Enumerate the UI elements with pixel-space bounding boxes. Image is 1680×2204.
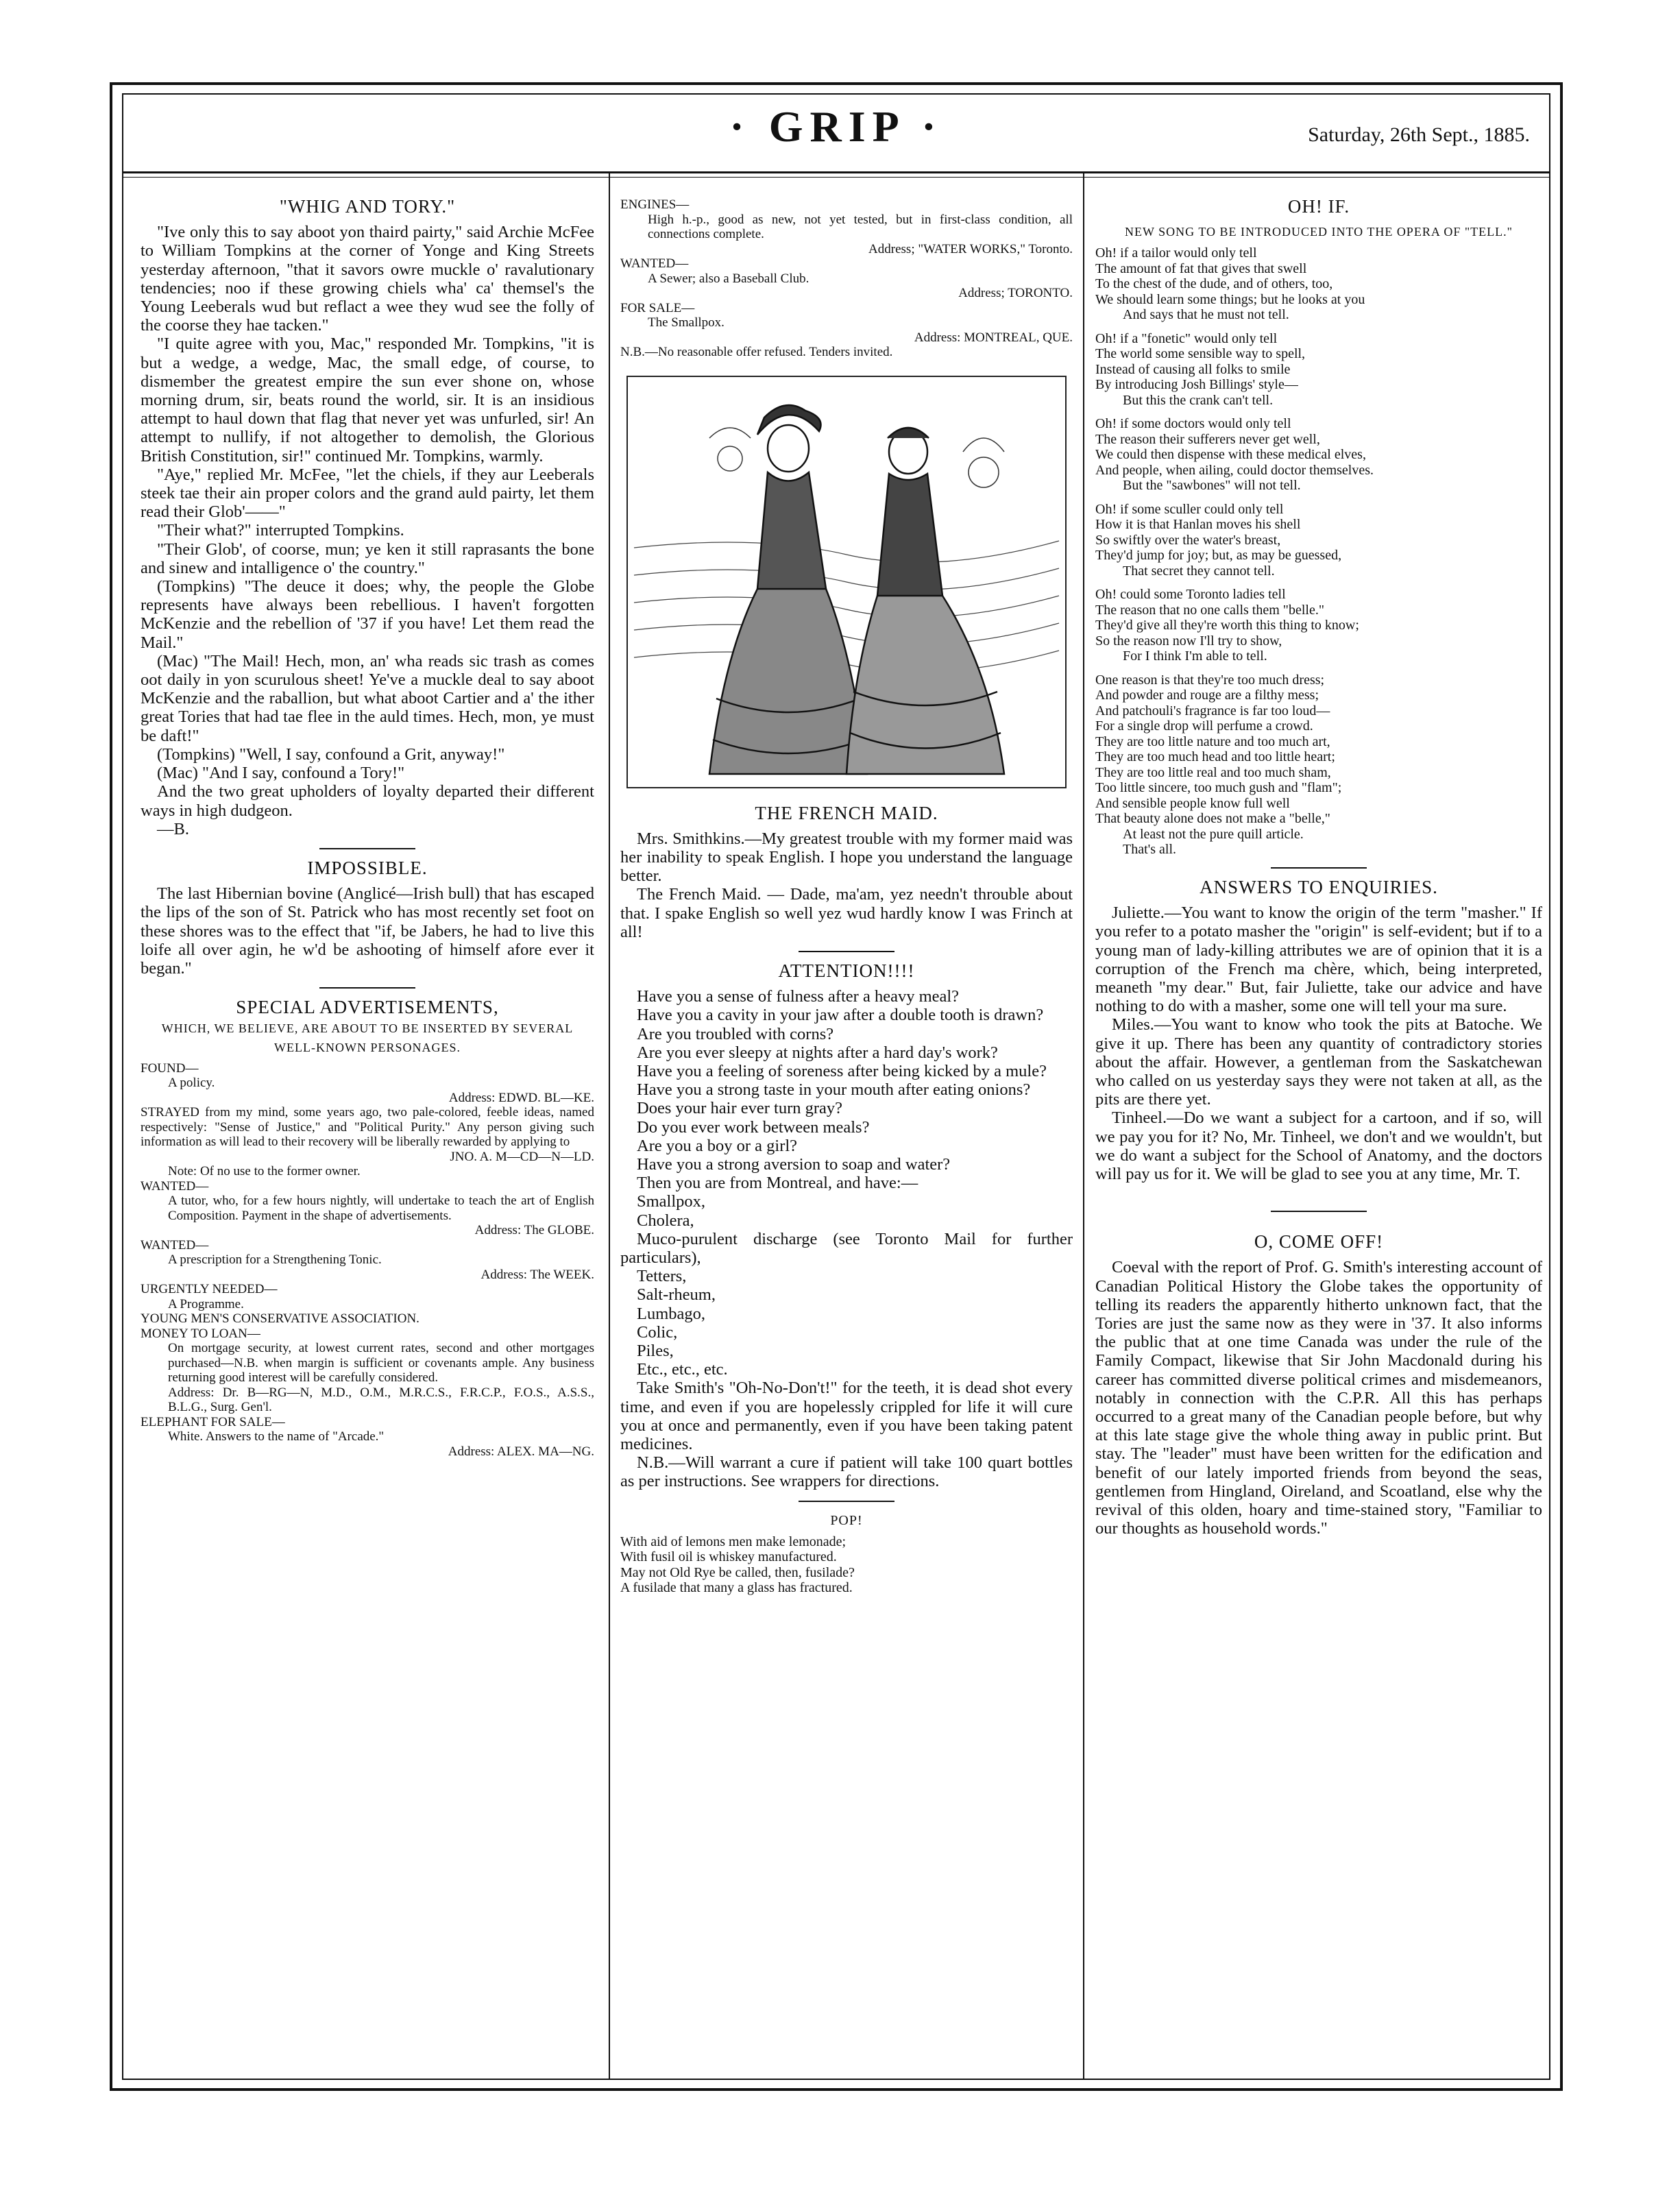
poem-line: That beauty alone does not make a "belle," [1095, 811, 1330, 827]
poem-line: To the chest of the dude, and of others, too, [1095, 276, 1333, 292]
question-line: Do you ever work between meals? [637, 1117, 870, 1137]
poem-stanza [1095, 673, 1542, 858]
list-item: Muco-purulent discharge (see Toronto Mail for further particulars), [620, 1229, 1073, 1267]
question-line: Have you a strong aversion to soap and water? [637, 1154, 951, 1174]
poem-title: POP! [830, 1512, 863, 1528]
poem-line: At least not the pure quill article. [1123, 826, 1304, 842]
poem-line: May not Old Rye be called, then, fusilade? [620, 1564, 855, 1580]
ailment-list [620, 1192, 1073, 1379]
article-paragraph: And the two great upholders of loyalty departed their different ways in high dudgeon. [141, 782, 594, 820]
article-title: ATTENTION!!!! [778, 960, 915, 981]
poem-line: With aid of lemons men make lemonade; [620, 1534, 847, 1549]
poem-line: And patchouli's fragrance is far too loud— [1095, 703, 1330, 718]
poem-stanza [1095, 416, 1542, 494]
article-title: THE FRENCH MAID. [755, 802, 938, 823]
poem-line: But the "sawbones" will not tell. [1123, 478, 1301, 494]
poem-line: A fusilade that many a glass has fractured. [620, 1580, 853, 1596]
column-right [1095, 197, 1542, 1538]
ad-body: A Programme. [168, 1296, 244, 1311]
section-rule [799, 1501, 894, 1502]
section-rule [1271, 1211, 1367, 1212]
list-item: Etc., etc., etc. [637, 1360, 728, 1379]
ad-address: JNO. A. M—CD—N—LD. [450, 1149, 594, 1164]
article-paragraph: (Mac) "And I say, confound a Tory!" [157, 764, 405, 783]
article-title: IMPOSSIBLE. [307, 857, 428, 878]
poem-line: One reason is that they're too much dress; [1095, 672, 1325, 688]
masthead-rule-thin [122, 177, 1550, 178]
poem-stanza [1095, 587, 1542, 664]
poem-line: And sensible people know full well [1095, 795, 1290, 811]
poem-line: By introducing Josh Billings' style— [1095, 377, 1298, 393]
poem-line: So the reason now I'll try to show, [1095, 633, 1282, 649]
question-line: Have you a strong taste in your mouth after eating onions? [637, 1080, 1031, 1100]
masthead-title: · GRIP · [729, 102, 943, 151]
poem-line: Instead of causing all folks to smile [1095, 361, 1291, 377]
ad-heading: WANTED— [620, 256, 689, 271]
article-signature: —B. [157, 819, 189, 838]
ad-note: Note: Of no use to the former owner. [168, 1164, 361, 1179]
poem-line: Oh! if a "fonetic" would only tell [1095, 330, 1278, 346]
poem-line: Oh! if some sculler could only tell [1095, 501, 1284, 517]
article-paragraph: "Ive only this to say aboot yon thaird pairty," said Archie McFee to William Tompkins at the corner of Yonge and King Streets yesterday afternoon, "that it savors owre muckle o' ravalutionary tendencies; noo if these growing chiels wha' ca' themsel's the Young Leeberals wud but reflact a wee they wud see the folly of the coorse they hae tacken." [141, 223, 594, 335]
ads-block [620, 197, 1073, 360]
ad-address: Address: MONTREAL, QUE. [914, 330, 1073, 345]
poem-line: Too little sincere, too much gush and "flam"; [1095, 780, 1342, 796]
poem-line: The amount of fat that gives that swell [1095, 261, 1307, 276]
ad-address: Address: The GLOBE. [474, 1223, 594, 1238]
poem-line: We could then dispense with these medical elves, [1095, 447, 1366, 463]
ad-heading: URGENTLY NEEDED— [141, 1282, 278, 1297]
article-paragraph: Coeval with the report of Prof. G. Smith's interesting account of Canadian Political History the Globe takes the opportunity of telling its readers the apparently hitherto unknown fact, that the Tories are just the same now as they were in '37. It also informs the public that at one time Canada was under the rule of the Family Compact, likewise that Sir John Macdonald during his career has committed diverse political crimes and misdemeanors, notably in connection with the C.P.R. All this has perhaps occurred to a great many of the Canadian people before, but why at this late stage give the whole thing away in public print. But stay. The "leader" must have been written for the edification and benefit of our lately imported friends from beyond the seas, gentlemen from Hingland, Oireland, and Scoatland, else why the revival of this olden, hoary and time-stained story, "Familiar to our thoughts as household words." [1095, 1258, 1542, 1538]
ad-body: High h.-p., good as new, not yet tested, but in first-class condition, all connections complete. [648, 212, 1073, 241]
poem-line: The reason their sufferers never get well, [1095, 431, 1320, 447]
article-paragraph: (Tompkins) "The deuce it does; why, the people the Globe represents have always been rebellious. I haven't forgotten McKenzie and the rebellion of '37 if you have! Let them read the Mail." [141, 577, 594, 652]
ad-body: A policy. [168, 1076, 215, 1091]
ad-heading: MONEY TO LOAN— [141, 1326, 260, 1341]
poem-line: They'd jump for joy; but, as may be guessed, [1095, 548, 1342, 564]
poem-line: Oh! if some doctors would only tell [1095, 416, 1291, 432]
poem-line: The reason that no one calls them "belle." [1095, 602, 1324, 618]
question-line: Are you troubled with corns? [637, 1024, 834, 1043]
french-maid-illustration [620, 370, 1073, 795]
poem-line: But this the crank can't tell. [1123, 392, 1274, 408]
article-paragraph: Miles.—You want to know who took the pits at Batoche. We give it up. There has been any quantity of contradictory stories about the affair. However, a gentleman from the Saskatchewan who called on us yesterday says they were not taken at all, as the pits are there yet. [1095, 1015, 1542, 1109]
article-paragraph: Juliette.—You want to know the origin of the term "masher." If you refer to a potato masher the "origin" is self-evident; but if to a young man of lady-killing attributes we are of opinion that it is a corruption of the French ma chère, which, being interpreted, meaneth "my dear." But, fair Juliette, take our advice and have nothing to do with a masher, some one will tell your ma sure. [1095, 904, 1542, 1016]
article-title: O, COME OFF! [1254, 1231, 1384, 1252]
pop-poem [620, 1534, 1073, 1596]
list-item: Salt-rheum, [637, 1285, 716, 1305]
ad-address: Address: EDWD. BL—KE. [448, 1090, 594, 1105]
ad-heading: FOR SALE— [620, 300, 695, 315]
poem-line: They are too little real and too much sham, [1095, 764, 1331, 780]
section-rule [319, 848, 415, 849]
poem-line: For a single drop will perfume a crowd. [1095, 718, 1313, 734]
ad-note: N.B.—No reasonable offer refused. Tenders invited. [620, 345, 893, 359]
ad-body: STRAYED from my mind, some years ago, two pale-colored, feeble ideas, named respectively: "Sense of Justice," and "Political Purity." Any person giving such information as will lead to their recovery will be liberally rewarded by applying to [141, 1105, 594, 1150]
article-subtitle: NEW SONG TO BE INTRODUCED INTO THE OPERA OF "TELL." [1124, 225, 1513, 239]
list-item: Cholera, [637, 1211, 694, 1230]
poem-line: We should learn some things; but he looks at you [1095, 291, 1365, 307]
question-line: Have you a cavity in your jaw after a double tooth is drawn? [637, 1006, 1044, 1025]
article-paragraph: Tinheel.—Do we want a subject for a cartoon, and if so, will we pay you for it? No, Mr. Tinheel, we don't and we wouldn't, but we do want a subject for the School of Anatomy, and the doctors will pay us for it. We will be glad to see you at any time, Mr. T. [1095, 1109, 1542, 1183]
list-item: Tetters, [637, 1267, 687, 1286]
ad-address: Address: The WEEK. [480, 1267, 594, 1282]
poem-stanza [1095, 331, 1542, 409]
article-paragraph: (Tompkins) "Well, I say, confound a Grit, anyway!" [157, 744, 505, 764]
ad-body: White. Answers to the name of "Arcade." [168, 1429, 385, 1444]
question-line: Are you a boy or a girl? [637, 1136, 798, 1155]
ad-address: Address: Dr. B—RG—N, M.D., O.M., M.R.C.S., F.R.C.P., F.O.S., A.S.S., B.L.G., Surg. Gen'l. [168, 1385, 594, 1415]
article-title: SPECIAL ADVERTISEMENTS, [236, 997, 499, 1018]
section-rule [799, 951, 894, 952]
ad-heading: WANTED— [141, 1178, 209, 1194]
article-paragraph: "Aye," replied Mr. McFee, "let the chiels, if they aur Leeberals steek tae their ain proper colors and the grand auld pairty, let them read their Glob'——" [141, 465, 594, 522]
article-title: OH! IF. [1287, 196, 1350, 217]
poem-line: How it is that Hanlan moves his shell [1095, 517, 1301, 533]
column-divider [1083, 173, 1084, 2079]
ad-body: A Sewer; also a Baseball Club. [648, 271, 809, 286]
ad-heading: ENGINES— [620, 197, 690, 212]
article-paragraph: (Mac) "The Mail! Hech, mon, an' wha reads sic trash as comes oot daily in yon scurulous sheet! Ye've a muckle deal to say aboot McKenzie and the raballion, but what aboot Cartier and a' the ither great Tories that had tae flee in the auld times. Hech, mon, ye must be daft!" [141, 651, 594, 745]
oh-if-poem [1095, 245, 1542, 858]
list-item: Lumbago, [637, 1304, 706, 1323]
ad-address: YOUNG MEN'S CONSERVATIVE ASSOCIATION. [141, 1311, 419, 1327]
article-paragraph: "Their Glob', of coorse, mun; ye ken it still raprasants the bone and sinew and intalligence o' the country." [141, 540, 594, 577]
article-title: ANSWERS TO ENQUIRIES. [1200, 876, 1438, 897]
article-subtitle: WHICH, WE BELIEVE, ARE ABOUT TO BE INSERTED BY SEVERAL WELL-KNOWN PERSONAGES. [161, 1021, 574, 1054]
ad-body: A tutor, who, for a few hours nightly, will undertake to teach the art of English Composition. Payment in the shape of advertisements. [168, 1194, 594, 1223]
ad-address: Address; "WATER WORKS," Toronto. [868, 241, 1073, 256]
question-line: Does your hair ever turn gray? [637, 1099, 843, 1118]
article-paragraph: The French Maid. — Dade, ma'am, yez needn't throuble about that. I spake English so well yez wud hardly know I was Frinch at all! [620, 885, 1073, 941]
poem-line: Oh! if a tailor would only tell [1095, 245, 1257, 261]
list-item: Smallpox, [637, 1192, 706, 1211]
poem-stanza [1095, 502, 1542, 579]
ad-address: Address; TORONTO. [958, 286, 1073, 300]
column-divider [609, 173, 610, 2079]
article-paragraph: N.B.—Will warrant a cure if patient will take 100 quart bottles as per instructions. See wrappers for directions. [620, 1453, 1073, 1491]
poem-line: And says that he must not tell. [1123, 307, 1289, 323]
poem-line: Oh! could some Toronto ladies tell [1095, 587, 1286, 603]
ad-body: A prescription for a Strengthening Tonic. [168, 1252, 382, 1268]
list-item: Colic, [637, 1322, 678, 1342]
poem-line: That secret they cannot tell. [1123, 563, 1275, 579]
issue-date: Saturday, 26th Sept., 1885. [1308, 123, 1530, 146]
attention-questions [620, 987, 1073, 1192]
ad-heading: WANTED— [141, 1237, 209, 1252]
article-paragraph: "I quite agree with you, Mac," responded Mr. Tompkins, "it is but a wedge, a wedge, Mac, the small edge, of course, to dismember the greatest empire the sun ever shone on, whose morning drum, sir, beats round the world, sir. It is an insidious attempt to haul down that flag that never yet was unfurled, sir! An attempt to nullify, if not altogether to demolish, the Glorious British Constitution, sir!" continued Mr. Tompkins, warmly. [141, 335, 594, 465]
article-paragraph: The last Hibernian bovine (Anglicé—Irish bull) that has escaped the lips of the son of St. Patrick who has most recently set foot on these shores was to the effect that "if, be Jabers, he had to live this loife all over agin, he w'd be ashooting of himself afore ever it began." [141, 884, 594, 978]
section-rule [1271, 867, 1367, 869]
poem-line: With fusil oil is whiskey manufactured. [620, 1549, 837, 1565]
masthead [122, 96, 1550, 171]
poem-line: They are too much head and too little heart; [1095, 749, 1335, 765]
section-rule [319, 987, 415, 989]
article-title: "WHIG AND TORY." [279, 196, 456, 217]
poem-line: They are too little nature and too much art, [1095, 734, 1330, 749]
ads-block [141, 1061, 594, 1460]
masthead-rule [122, 171, 1550, 173]
poem-line: So swiftly over the water's breast, [1095, 532, 1281, 548]
ad-address: Address: ALEX. MA—NG. [448, 1444, 594, 1459]
list-item: Piles, [637, 1341, 674, 1360]
question-line: Then you are from Montreal, and have:— [637, 1174, 918, 1193]
poem-line: That's all. [1123, 842, 1177, 858]
ad-heading: FOUND— [141, 1061, 199, 1076]
column-left [141, 197, 594, 1459]
question-line: Have you a sense of fulness after a heavy meal? [637, 987, 960, 1006]
poem-stanza [1095, 245, 1542, 323]
poem-line: For I think I'm able to tell. [1123, 649, 1267, 664]
question-line: Have you a feeling of soreness after being kicked by a mule? [637, 1061, 1047, 1080]
poem-line: And people, when ailing, could doctor themselves. [1095, 462, 1374, 478]
ad-body: On mortgage security, at lowest current rates, second and other mortgages purchased—N.B. when margin is sufficient or covenants ample. Any business returning good interest will be carefully considered. [168, 1341, 594, 1385]
question-line: Are you ever sleepy at nights after a hard day's work? [637, 1043, 998, 1062]
poem-line: The world some sensible way to spell, [1095, 346, 1306, 362]
ad-heading: ELEPHANT FOR SALE— [141, 1414, 285, 1429]
ad-body: The Smallpox. [648, 315, 725, 330]
poem-line: They'd give all they're worth this thing to know; [1095, 618, 1359, 633]
column-middle [620, 197, 1073, 1596]
poem-line: And powder and rouge are a filthy mess; [1095, 688, 1319, 703]
article-paragraph: Take Smith's "Oh-No-Don't!" for the teeth, it is dead shot every time, and even if you are hopelessly crippled for life it will cure you at once and permanently, even if you have been taking patent medicines. [620, 1379, 1073, 1453]
article-paragraph: "Their what?" interrupted Tompkins. [157, 521, 404, 540]
article-paragraph: Mrs. Smithkins.—My greatest trouble with my former maid was her inability to speak English. I hope you understand the language better. [620, 829, 1073, 886]
